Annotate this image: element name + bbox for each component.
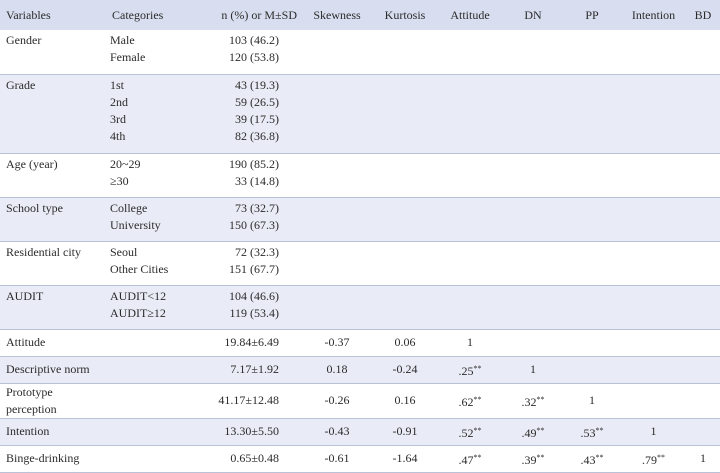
header-pp: PP (585, 7, 599, 22)
correlation-cell (621, 356, 686, 383)
skewness-cell: -0.37 (324, 335, 350, 349)
empty-cell (437, 241, 503, 285)
variable-cell: AUDIT (6, 288, 44, 303)
correlation-cell (503, 418, 563, 445)
category-label: AUDIT≥12 (110, 305, 166, 320)
variable-cell: Binge-drinking (6, 451, 80, 465)
skewness-cell: 0.18 (326, 362, 348, 376)
variable-cell: Gender (6, 33, 42, 47)
correlation-cell (686, 418, 720, 445)
empty-cell (373, 153, 437, 197)
frequency-value: 119 (53.4) (229, 305, 279, 320)
empty-cell (437, 30, 503, 74)
table-row (0, 241, 720, 285)
frequency-value: 103 (46.2) (229, 33, 279, 47)
empty-cell (503, 30, 563, 74)
frequency-value: 82 (36.8) (235, 128, 279, 143)
empty-cell (106, 445, 196, 472)
table-header-row (0, 0, 720, 30)
correlation-cell (563, 445, 621, 472)
kurtosis-cell: 0.06 (394, 335, 416, 349)
category-label: Seoul (110, 244, 138, 259)
empty-cell (621, 74, 686, 153)
correlation-cell (686, 383, 720, 418)
category-label: ≥30 (110, 173, 129, 188)
table-row (0, 197, 720, 241)
correlation-cell (503, 383, 563, 418)
empty-cell (106, 383, 196, 418)
correlation-cell (686, 329, 720, 356)
frequency-value: 104 (46.6) (229, 288, 279, 303)
significance-marker: ** (473, 425, 482, 435)
correlation-value: 1 (530, 362, 536, 376)
header-intention: Intention (631, 7, 676, 22)
category-label: College (110, 200, 148, 215)
header-dn: DN (524, 7, 542, 22)
empty-cell (373, 30, 437, 74)
empty-cell (686, 153, 720, 197)
categories-cell (106, 285, 196, 329)
categories-cell (106, 30, 196, 74)
correlation-cell (621, 418, 686, 445)
header-variables: Variables (6, 7, 51, 22)
correlation-value: .39 (521, 452, 537, 467)
empty-cell (563, 153, 621, 197)
significance-marker: ** (536, 394, 545, 404)
empty-cell (686, 74, 720, 153)
correlation-value: .43 (580, 452, 596, 467)
table-row (0, 285, 720, 329)
empty-cell (373, 241, 437, 285)
empty-cell (503, 153, 563, 197)
correlation-value: .53 (580, 425, 596, 440)
empty-cell (106, 356, 196, 383)
correlation-cell (503, 356, 563, 383)
frequency-cell (196, 197, 301, 241)
significance-marker: ** (595, 425, 604, 435)
frequency-value: 72 (32.3) (235, 244, 279, 259)
empty-cell (621, 241, 686, 285)
skewness-cell: -0.43 (324, 424, 350, 438)
correlation-cell (686, 445, 720, 472)
header-n-or-mean: n (%) or M±SD (221, 7, 297, 22)
empty-cell (621, 153, 686, 197)
empty-cell (563, 285, 621, 329)
empty-cell (563, 74, 621, 153)
variable-cell: Grade (6, 77, 36, 92)
categories-cell (106, 153, 196, 197)
empty-cell (503, 285, 563, 329)
empty-cell (503, 74, 563, 153)
table-row (0, 74, 720, 153)
frequency-cell (196, 241, 301, 285)
correlation-value: .62 (458, 394, 474, 409)
frequency-value: 43 (19.3) (235, 77, 279, 92)
correlation-cell (437, 383, 503, 418)
categories-cell (106, 197, 196, 241)
empty-cell (621, 30, 686, 74)
empty-cell (301, 30, 373, 74)
category-label: AUDIT<12 (110, 288, 167, 303)
correlation-value: .47 (458, 452, 474, 467)
significance-marker: ** (536, 425, 545, 435)
empty-cell (563, 30, 621, 74)
mean-sd-cell: 19.84±6.49 (224, 335, 279, 349)
empty-cell (301, 197, 373, 241)
empty-cell (563, 197, 621, 241)
variable-cell: School type (6, 200, 63, 215)
table-row (0, 445, 720, 472)
significance-marker: ** (473, 363, 482, 373)
empty-cell (437, 153, 503, 197)
empty-cell (686, 30, 720, 74)
frequency-value: 39 (17.5) (235, 111, 279, 126)
correlation-cell (437, 356, 503, 383)
empty-cell (503, 241, 563, 285)
categories-cell (106, 74, 196, 153)
table-row (0, 418, 720, 445)
header-categories: Categories (112, 7, 164, 22)
category-label: Female (110, 50, 146, 64)
frequency-value: 150 (67.3) (229, 217, 279, 232)
correlation-cell (503, 445, 563, 472)
correlation-value: .79 (642, 452, 657, 467)
correlation-value: 1 (700, 451, 706, 465)
mean-sd-cell: 13.30±5.50 (224, 424, 279, 438)
variable-cell: Intention (6, 424, 50, 438)
frequency-value: 59 (26.5) (235, 94, 279, 109)
table-row (0, 153, 720, 197)
category-label: Male (110, 33, 135, 47)
empty-cell (437, 285, 503, 329)
category-label: 4th (110, 128, 126, 143)
variable-cell: Residential city (6, 244, 81, 259)
variable-cell: Age (year) (6, 156, 58, 171)
empty-cell (503, 197, 563, 241)
mean-sd-cell: 7.17±1.92 (230, 362, 279, 376)
kurtosis-cell: 0.16 (394, 393, 416, 407)
correlation-cell (563, 356, 621, 383)
empty-cell (621, 285, 686, 329)
skewness-cell: -0.61 (324, 451, 350, 465)
category-label: 3rd (110, 111, 126, 126)
category-label: 20~29 (110, 156, 141, 171)
frequency-value: 120 (53.8) (229, 50, 279, 64)
frequency-value: 151 (67.7) (229, 261, 279, 276)
significance-marker: ** (536, 452, 545, 462)
frequency-value: 190 (85.2) (229, 156, 279, 171)
empty-cell (373, 197, 437, 241)
frequency-value: 33 (14.8) (235, 173, 279, 188)
correlation-value: .52 (458, 425, 474, 440)
variable-cell: Descriptive norm (6, 362, 90, 376)
header-attitude: Attitude (450, 7, 490, 22)
category-label: 2nd (110, 94, 128, 109)
correlation-cell (686, 356, 720, 383)
correlation-cell (563, 383, 621, 418)
correlation-value: 1 (650, 424, 657, 438)
empty-cell (686, 241, 720, 285)
correlation-value: 1 (589, 393, 595, 407)
empty-cell (437, 197, 503, 241)
significance-marker: ** (657, 452, 665, 462)
empty-cell (563, 241, 621, 285)
table-row (0, 329, 720, 356)
correlation-cell (503, 329, 563, 356)
correlation-cell (621, 383, 686, 418)
correlation-value: .25 (458, 363, 474, 378)
significance-marker: ** (473, 452, 482, 462)
correlation-cell (437, 418, 503, 445)
correlation-cell (437, 445, 503, 472)
kurtosis-cell: -0.91 (392, 424, 418, 438)
table-row (0, 30, 720, 74)
frequency-value: 73 (32.7) (235, 200, 279, 215)
empty-cell (373, 74, 437, 153)
correlation-cell (621, 445, 686, 472)
empty-cell (301, 74, 373, 153)
kurtosis-cell: -0.24 (392, 362, 418, 376)
empty-cell (373, 285, 437, 329)
correlation-value: 1 (467, 335, 473, 349)
frequency-cell (196, 30, 301, 74)
category-label: Other Cities (110, 261, 169, 276)
correlation-cell (621, 329, 686, 356)
empty-cell (301, 153, 373, 197)
correlation-cell (563, 329, 621, 356)
correlation-cell (437, 329, 503, 356)
significance-marker: ** (595, 452, 604, 462)
categories-cell (106, 241, 196, 285)
frequency-cell (196, 153, 301, 197)
frequency-cell (196, 285, 301, 329)
mean-sd-cell: 0.65±0.48 (230, 451, 279, 465)
category-label: University (110, 217, 161, 232)
significance-marker: ** (473, 394, 482, 404)
mean-sd-cell: 41.17±12.48 (218, 393, 279, 407)
skewness-cell: -0.26 (324, 393, 350, 407)
correlation-value: .49 (521, 425, 537, 440)
empty-cell (106, 418, 196, 445)
empty-cell (301, 285, 373, 329)
header-bd: BD (694, 7, 712, 22)
table-row (0, 383, 720, 418)
correlation-value: .32 (521, 394, 537, 409)
frequency-cell (196, 74, 301, 153)
empty-cell (106, 329, 196, 356)
empty-cell (686, 197, 720, 241)
category-label: 1st (110, 77, 125, 92)
table-row (0, 356, 720, 383)
variable-cell: Attitude (6, 335, 46, 349)
variable-cell: Prototype perception (6, 384, 57, 416)
kurtosis-cell: -1.64 (392, 451, 418, 465)
header-kurtosis: Kurtosis (384, 7, 426, 22)
header-skewness: Skewness (313, 7, 361, 22)
empty-cell (301, 241, 373, 285)
empty-cell (621, 197, 686, 241)
empty-cell (686, 285, 720, 329)
empty-cell (437, 74, 503, 153)
correlation-cell (563, 418, 621, 445)
